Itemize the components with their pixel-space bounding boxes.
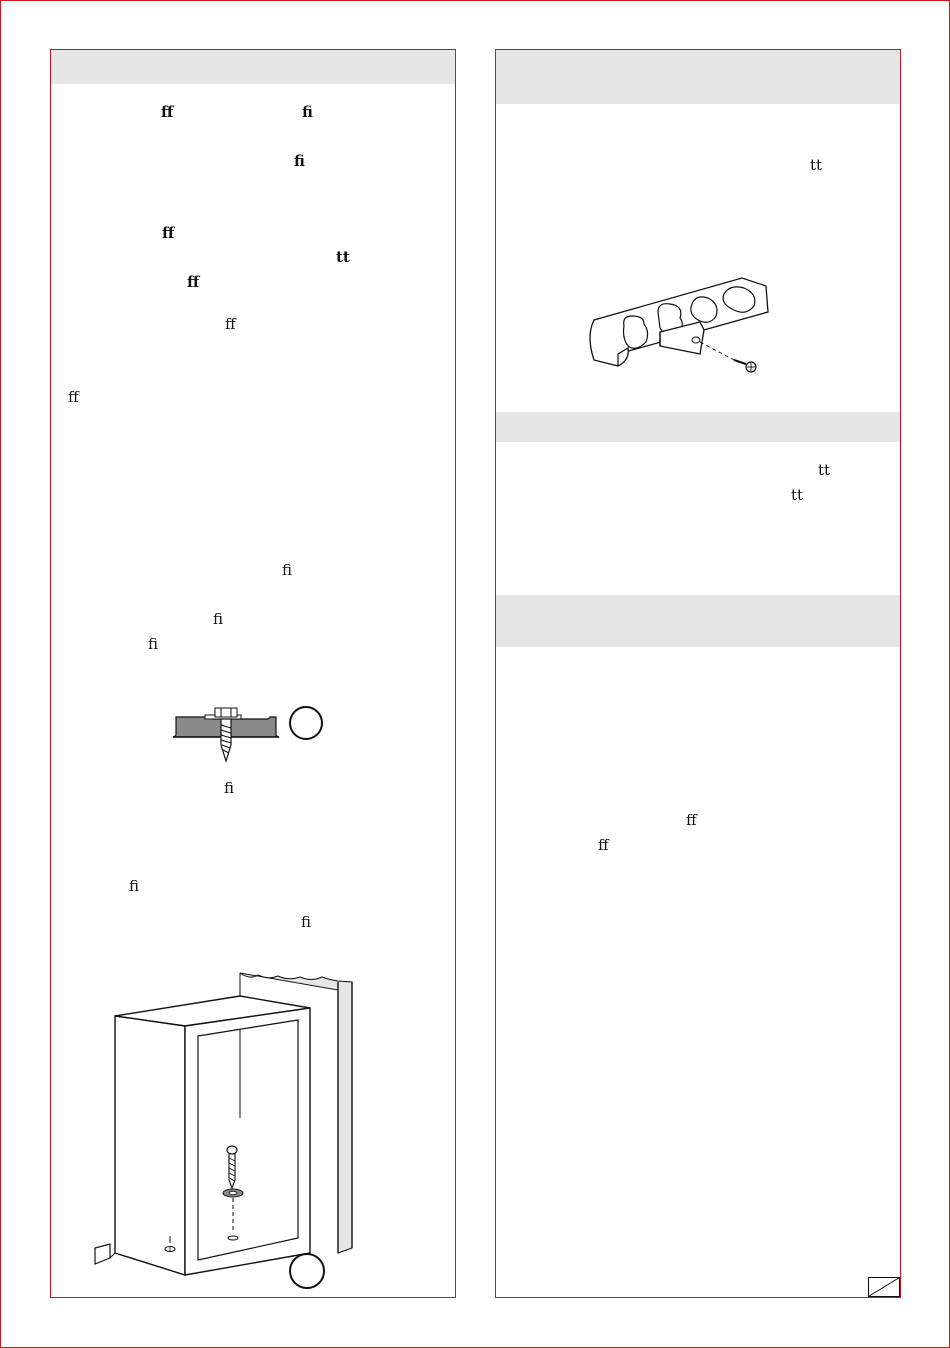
ligature-glyph: ﬀ xyxy=(598,836,609,854)
ligature-glyph: ﬁ xyxy=(224,779,235,797)
right-column xyxy=(495,49,901,1298)
ligature-glyph: ﬁ xyxy=(213,610,224,628)
left-section-header xyxy=(51,50,455,84)
ligature-glyph: tt xyxy=(818,461,831,479)
ligature-glyph: ﬁ xyxy=(282,561,293,579)
ligature-glyph: tt xyxy=(810,156,823,174)
ligature-glyph: ﬁ xyxy=(294,152,305,170)
right-section-header-1 xyxy=(496,50,900,104)
right-section-header-2 xyxy=(496,412,900,442)
ligature-glyph: ﬁ xyxy=(301,913,312,931)
page-corner-icon xyxy=(868,1277,900,1297)
ligature-glyph: ﬁ xyxy=(148,635,159,653)
ligature-glyph: ﬀ xyxy=(225,315,236,333)
hinge-assembly-illustration xyxy=(588,276,778,376)
ligature-glyph: ﬀ xyxy=(161,103,174,121)
ligature-glyph: ﬀ xyxy=(686,811,697,829)
ligature-glyph: ﬀ xyxy=(162,224,175,242)
ligature-glyph: tt xyxy=(791,486,804,504)
ligature-glyph: ﬀ xyxy=(68,388,79,406)
right-section-header-3 xyxy=(496,595,900,647)
ligature-glyph: ﬁ xyxy=(129,877,140,895)
cabinet-mounting-illustration xyxy=(90,968,360,1293)
ligature-glyph: ﬀ xyxy=(187,273,200,291)
adjustable-foot-illustration xyxy=(170,705,360,765)
ligature-glyph: tt xyxy=(336,248,350,266)
ligature-glyph: ﬁ xyxy=(302,103,313,121)
